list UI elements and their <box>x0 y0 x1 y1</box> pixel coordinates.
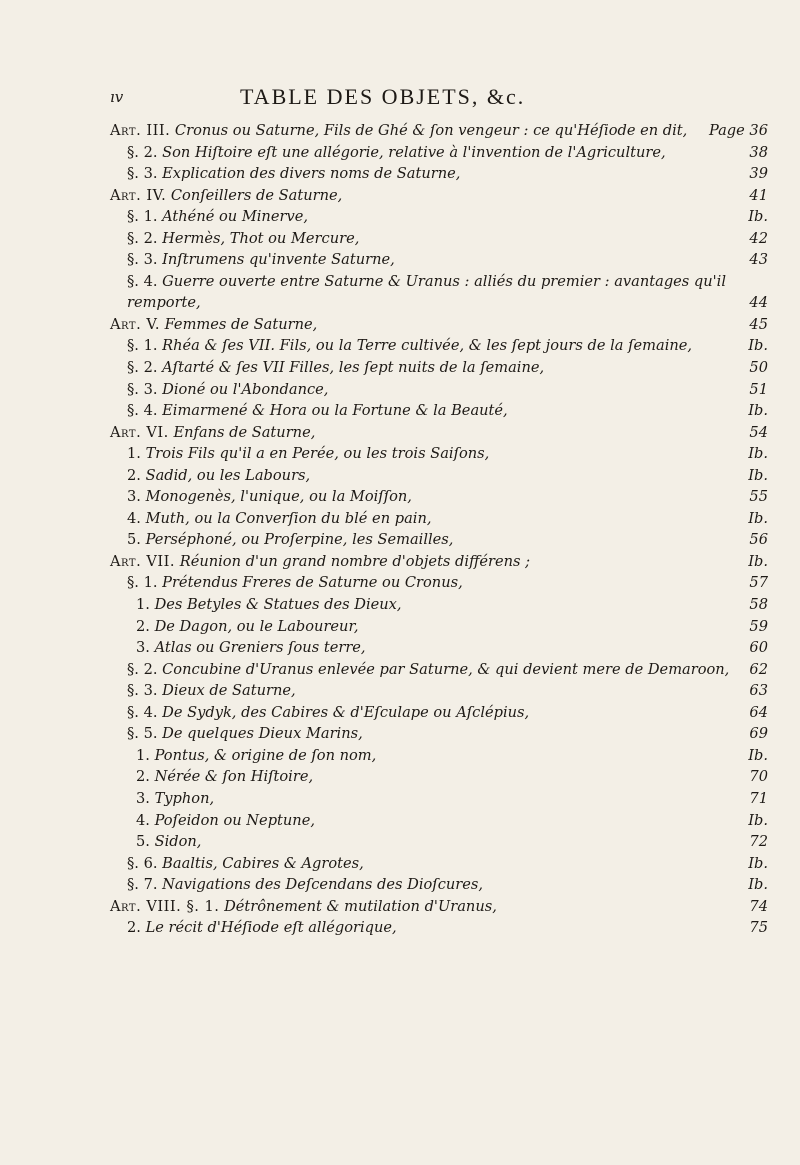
entry-label: 1. <box>136 746 150 764</box>
entry-page: Ib. <box>748 746 768 764</box>
toc-entry <box>110 723 768 745</box>
entry-page: 44 <box>749 294 768 312</box>
entry-text: Sadid, ou les Labours, <box>145 466 311 484</box>
toc-entry <box>110 637 768 659</box>
toc-entry <box>110 616 768 638</box>
entry-text: Prétendus Freres de Saturne ou Cronus, <box>162 574 463 592</box>
entry-text: Réunion d'un grand nombre d'objets différens ; <box>179 552 531 570</box>
entry-label: §. 6. <box>127 854 158 872</box>
entry-page: 39 <box>749 165 768 183</box>
page-header <box>110 84 720 114</box>
entry-page: 57 <box>749 574 768 592</box>
entry-page: 50 <box>749 359 768 377</box>
toc-entry <box>110 745 768 767</box>
entry-text: Cronus ou Saturne, Fils de Ghé & ſon vengeur : ce qu'Héſiode en dit, <box>174 122 688 139</box>
entry-label: 2. <box>127 919 141 937</box>
entry-text: Hermès, Thot ou Mercure, <box>162 229 360 247</box>
toc-entry <box>110 185 768 207</box>
entry-label: §. 7. <box>127 876 158 894</box>
toc-entry <box>110 853 768 875</box>
entry-label: 4. <box>136 811 150 829</box>
entry-text: Rhéa & ſes VII. Fils, ou la Terre cultivée, & les ſept jours de la ſemaine, <box>162 337 693 355</box>
entry-text: Perséphoné, ou Proſerpine, les Semailles, <box>145 531 454 549</box>
entry-text: Dieux de Saturne, <box>162 682 296 700</box>
entry-page: 43 <box>749 251 768 269</box>
entry-label: §. 2. <box>127 660 158 678</box>
entry-label: 2. <box>136 768 150 786</box>
page-number: ıv <box>110 88 124 106</box>
toc-entry <box>110 896 768 918</box>
toc-entry <box>110 831 768 853</box>
entry-text: Dioné ou l'Abondance, <box>162 380 329 398</box>
entry-text: Athéné ou Minerve, <box>162 208 308 226</box>
toc-entry <box>110 680 768 702</box>
toc-entry <box>110 314 768 336</box>
entry-text: Sidon, <box>154 833 202 851</box>
toc-entry <box>110 551 768 573</box>
entry-text: Enfans de Saturne, <box>173 423 316 441</box>
entry-page: 58 <box>749 596 768 614</box>
toc-entry <box>110 702 768 724</box>
entry-text: Nérée & ſon Hiſtoire, <box>154 768 314 786</box>
entry-text: De Dagon, ou le Laboureur, <box>154 617 359 635</box>
entry-label: 2. <box>127 466 141 484</box>
toc-entry <box>110 228 768 250</box>
entry-label: Art. V. <box>110 315 160 333</box>
entry-label: 5. <box>127 531 141 549</box>
entry-page: 59 <box>749 617 768 635</box>
toc-entry <box>110 486 768 508</box>
entry-page: 42 <box>749 229 768 247</box>
toc-entry <box>110 335 768 357</box>
entry-label: §. 2. <box>127 359 158 377</box>
entry-text: Navigations des Deſcendans des Dioſcures, <box>162 876 484 894</box>
entry-label: 4. <box>127 509 141 527</box>
entry-page: Ib. <box>748 854 768 872</box>
entry-page: 71 <box>749 789 768 807</box>
entry-label: §. 2. <box>127 143 158 161</box>
entry-page: Ib. <box>748 337 768 355</box>
entry-page: 75 <box>749 919 768 937</box>
toc-entry <box>110 206 768 228</box>
entry-label: 3. <box>136 639 150 657</box>
entry-label: 1. <box>127 445 141 463</box>
entry-label: §. 3. <box>127 380 158 398</box>
entry-label: 1. <box>136 596 150 614</box>
entry-page: 74 <box>749 897 768 915</box>
entry-text: Femmes de Saturne, <box>164 315 318 333</box>
entry-page: 60 <box>749 639 768 657</box>
entry-text: Le récit d'Héſiode eſt allégorique, <box>145 919 397 937</box>
entry-label: §. 3. <box>127 251 158 269</box>
entry-text: Concubine d'Uranus enlevée par Saturne, & qui devient mere de Demaroon, <box>162 660 730 678</box>
toc-entry <box>110 163 768 185</box>
entry-label: §. 2. <box>127 229 158 247</box>
entry-text: Atlas ou Greniers ſous terre, <box>154 639 366 657</box>
entry-label: §. 4. <box>127 703 158 721</box>
toc-entry <box>110 529 768 551</box>
toc-entry <box>110 917 768 939</box>
entry-text: Pontus, & origine de ſon nom, <box>154 746 377 764</box>
entry-text: Muth, ou la Converſion du blé en pain, <box>145 509 432 527</box>
entry-label: Art. VII. <box>110 552 176 570</box>
entry-label: §. 5. <box>127 725 158 743</box>
entry-label: 3. <box>136 789 150 807</box>
entry-page: 63 <box>749 682 768 700</box>
entry-text: Explication des divers noms de Saturne, <box>162 165 461 183</box>
entry-page: 70 <box>749 768 768 786</box>
entry-page: Ib. <box>748 402 768 420</box>
entry-text: Inſtrumens qu'invente Saturne, <box>162 251 395 269</box>
entry-page: Ib. <box>748 445 768 463</box>
entry-text: Typhon, <box>154 789 215 807</box>
toc-entry <box>110 120 768 142</box>
entry-page: 55 <box>749 488 768 506</box>
toc-entry <box>110 659 768 681</box>
entry-text: Eimarmené & Hora ou la Fortune & la Beauté, <box>162 402 508 420</box>
entry-page: Ib. <box>748 811 768 829</box>
toc-entry <box>110 572 768 594</box>
entry-page: 38 <box>749 143 768 161</box>
entry-label: Art. VI. <box>110 423 169 441</box>
entry-text: Des Betyles & Statues des Dieux, <box>154 596 402 614</box>
entry-label: 3. <box>127 488 141 506</box>
entry-label: §. 1. <box>127 574 158 592</box>
entry-page: Ib. <box>748 552 768 570</box>
toc-entry <box>110 443 768 465</box>
entry-label: §. 4. <box>127 402 158 420</box>
entry-text: Trois Fils qu'il a en Perée, ou les trois Saiſons, <box>145 445 490 463</box>
toc-entry <box>110 379 768 401</box>
toc-entry <box>110 508 768 530</box>
page-title: TABLE DES OBJETS, &c. <box>240 84 526 109</box>
entry-label: 5. <box>136 833 150 851</box>
entry-label: Art. III. <box>110 122 171 139</box>
entry-label: §. 3. <box>127 165 158 183</box>
toc-entry <box>110 271 768 314</box>
entry-page: 56 <box>749 531 768 549</box>
entry-label: 2. <box>136 617 150 635</box>
entry-text: Détrônement & mutilation d'Uranus, <box>224 897 497 915</box>
entry-text: Son Hiſtoire eſt une allégorie, relative à l'invention de l'Agriculture, <box>162 143 666 161</box>
entry-label: §. 3. <box>127 682 158 700</box>
toc-entry <box>110 400 768 422</box>
entry-text: Guerre ouverte entre Saturne & Uranus : alliés du premier : avantages qu'il remporte, <box>127 272 727 312</box>
entry-page: 45 <box>749 315 768 333</box>
toc-entry <box>110 594 768 616</box>
toc-entry <box>110 874 768 896</box>
entry-label: §. 4. <box>127 272 158 290</box>
entry-page: 69 <box>749 725 768 743</box>
entry-label: Art. VIII. §. 1. <box>110 897 220 915</box>
entry-page: 51 <box>749 380 768 398</box>
entry-text: Poſeidon ou Neptune, <box>154 811 315 829</box>
toc-entry <box>110 465 768 487</box>
entry-page: 72 <box>749 833 768 851</box>
entry-text: Aſtarté & ſes VII Filles, les ſept nuits de la ſemaine, <box>162 359 545 377</box>
entry-page: 54 <box>749 423 768 441</box>
toc-entry <box>110 249 768 271</box>
toc-entry <box>110 766 768 788</box>
entry-page: 41 <box>749 186 768 204</box>
toc-entry <box>110 788 768 810</box>
entry-page: 62 <box>749 660 768 678</box>
entry-page: Ib. <box>748 876 768 894</box>
entry-text: De quelques Dieux Marins, <box>162 725 363 743</box>
entry-text: Baaltis, Cabires & Agrotes, <box>162 854 364 872</box>
entry-text: De Sydyk, des Cabires & d'Eſculape ou Aſclépius, <box>162 703 530 721</box>
entry-page: Ib. <box>748 466 768 484</box>
entry-page: 64 <box>749 703 768 721</box>
toc-entry <box>110 142 768 164</box>
toc-entry <box>110 357 768 379</box>
entry-page: Ib. <box>748 208 768 226</box>
entry-page: Page 36 <box>708 122 768 139</box>
toc-entry <box>110 422 768 444</box>
entry-page: Ib. <box>748 509 768 527</box>
toc-entry <box>110 810 768 832</box>
table-of-contents <box>110 120 768 939</box>
entry-label: §. 1. <box>127 208 158 226</box>
entry-text: Conſeillers de Saturne, <box>170 186 343 204</box>
entry-text: Monogenès, l'unique, ou la Moiſſon, <box>145 488 412 506</box>
entry-label: §. 1. <box>127 337 158 355</box>
entry-label: Art. IV. <box>110 186 167 204</box>
